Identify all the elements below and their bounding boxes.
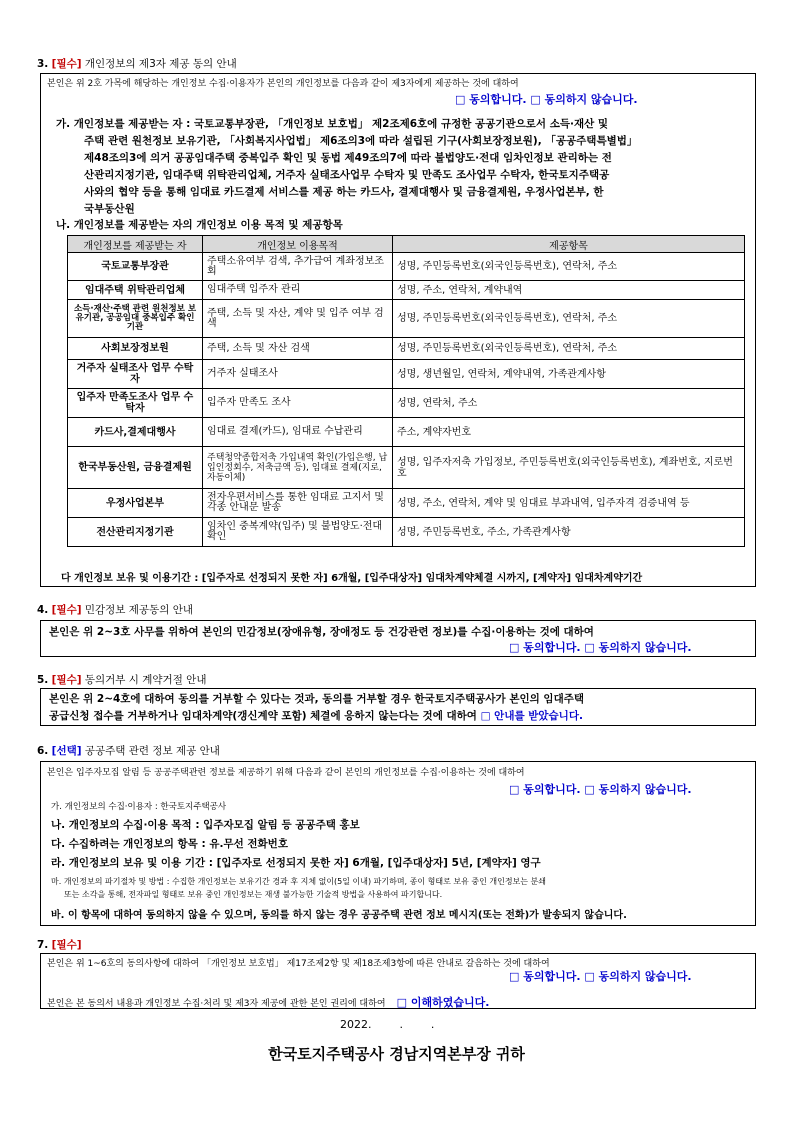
recipient-cell: 임대주택 위탁관리업체 xyxy=(68,281,203,300)
recipient-cell: 소득·재산·주택 관련 원천정보 보유기관, 공공임대 중복입주 확인기관 xyxy=(68,300,203,338)
section-heading: 개인정보의 제3자 제공 동의 안내 xyxy=(84,58,237,70)
section3-consent-checkboxes[interactable]: □ 동의합니다. □ 동의하지 않습니다. xyxy=(455,93,638,106)
section7-box xyxy=(40,953,756,1009)
section7-line2 xyxy=(47,991,489,1010)
provider-line: 국부동산원 xyxy=(84,203,135,215)
table-row xyxy=(68,447,745,489)
purpose-cell: 임차인 중복계약(입주) 및 불법양도·전대 확인 xyxy=(203,518,393,547)
purpose-cell: 거주자 실태조사 xyxy=(203,360,393,389)
items-cell: 성명, 주민등록번호(외국인등록번호), 연락처, 주소 xyxy=(393,300,745,338)
items-cell: 주소, 계약자번호 xyxy=(393,418,745,447)
table-row xyxy=(68,281,745,300)
retention-period: 다 개인정보 보유 및 이용기간 : [입주자로 선정되지 못한 자] 6개월, [입주대상자] 임대차계약체결 시까지, [계약자] 임대차계약기간 xyxy=(61,573,643,584)
section4-title xyxy=(37,602,193,617)
items-cell: 성명, 주소, 연락처, 계약내역 xyxy=(393,281,745,300)
section3-box xyxy=(40,73,756,587)
recipient-cell: 거주자 실태조사 업무 수탁자 xyxy=(68,360,203,389)
table-header-row xyxy=(68,236,745,253)
usage-subheading: 나. 개인정보를 제공받는 자의 개인정보 이용 목적 및 제공항목 xyxy=(56,219,343,231)
column-header: 개인정보를 제공받는 자 xyxy=(68,236,203,253)
date-field: 2022. . . xyxy=(340,1018,435,1031)
items-line: 다. 수집하려는 개인정보의 항목 : 유.무선 전화번호 xyxy=(51,838,288,850)
section6-title xyxy=(37,743,220,758)
purpose-cell: 임대료 결제(카드), 임대료 수납관리 xyxy=(203,418,393,447)
items-cell: 성명, 입주자저축 가입정보, 주민등록번호(외국인등록번호), 계좌번호, 지로번호 xyxy=(393,447,745,489)
section4-text: 본인은 위 2~3호 사무를 위하여 본인의 민감정보(장애유형, 장애정도 등 건강관련 정보)를 수집·이용하는 것에 대하여 xyxy=(49,626,594,638)
required-tag: [필수] xyxy=(51,604,82,616)
recipient-cell: 카드사,결제대행사 xyxy=(68,418,203,447)
purpose-cell: 주택소유여부 검색, 추가급여 계좌정보조회 xyxy=(203,253,393,281)
section-heading: 동의거부 시 계약거절 안내 xyxy=(84,674,207,686)
section3-title xyxy=(37,56,237,71)
table-row xyxy=(68,389,745,418)
section4-box xyxy=(40,620,756,657)
section7-text: 본인은 위 1~6호의 동의사항에 대하여 「개인정보 보호법」 제17조제2항 및 제18조제3항에 따른 안내로 갈음하는 것에 대하여 xyxy=(47,959,550,969)
recipient-cell: 입주자 만족도조사 업무 수탁자 xyxy=(68,389,203,418)
purpose-cell: 전자우편서비스를 통한 임대료 고지서 및 각종 안내문 발송 xyxy=(203,489,393,518)
table-row xyxy=(68,418,745,447)
items-cell: 성명, 주소, 연락처, 계약 및 임대료 부과내역, 입주자격 검증내역 등 xyxy=(393,489,745,518)
table-row xyxy=(68,300,745,338)
provider-line: 제48조의3에 의거 공공임대주택 중복입주 확인 및 동법 제49조의7에 따라 불법양도·전대 임차인정보 관리하는 전 xyxy=(84,152,612,164)
provider-list xyxy=(56,116,756,218)
disposal-line: 또는 소각을 통해, 전자파일 형태로 보유 중인 개인정보는 재생 불가능한 기술적 방법을 사용하여 파기합니다. xyxy=(64,890,443,899)
purpose-cell: 주택, 소득 및 자산 검색 xyxy=(203,338,393,360)
collector-line: 가. 개인정보의 수집·이용자 : 한국토지주택공사 xyxy=(51,802,227,812)
section7-understood-checkbox[interactable]: □ 이해하였습니다. xyxy=(396,996,490,1009)
purpose-cell: 입주자 만족도 조사 xyxy=(203,389,393,418)
purpose-cell: 주택, 소득 및 자산, 계약 및 입주 여부 검색 xyxy=(203,300,393,338)
section5-text: 공급신청 접수를 거부하거나 임대차계약(갱신계약 포함) 체결에 응하지 않는다는 것에 대하여 xyxy=(49,710,477,722)
table-row xyxy=(68,489,745,518)
recipient-cell: 우정사업본부 xyxy=(68,489,203,518)
addressee: 한국토지주택공사 경남지역본부장 귀하 xyxy=(268,1045,525,1063)
section3-intro: 본인은 위 2호 가목에 해당하는 개인정보 수집·이용자가 본인의 개인정보를 다음과 같이 제3자에게 제공하는 것에 대하여 xyxy=(47,79,519,89)
section4-consent-checkboxes[interactable]: □ 동의합니다. □ 동의하지 않습니다. xyxy=(509,641,692,654)
recipient-cell: 사회보장정보원 xyxy=(68,338,203,360)
column-header: 개인정보 이용목적 xyxy=(203,236,393,253)
section5-consent-checkbox[interactable]: □ 안내를 받았습니다. xyxy=(480,710,583,722)
provider-line: 사와의 협약 등을 통해 임대료 카드결제 서비스를 제공 하는 카드사, 결제대행사 및 금융결제원, 우정사업본부, 한 xyxy=(84,186,604,198)
section6-intro: 본인은 입주자모집 알림 등 공공주택관련 정보를 제공하기 위해 다음과 같이 본인의 개인정보를 수집·이용하는 것에 대하여 xyxy=(47,768,525,778)
section5-text-line: 본인은 위 2~4호에 대하여 동의를 거부할 수 있다는 것과, 동의를 거부할 경우 한국토지주택공사가 본인의 임대주택 xyxy=(49,693,585,705)
items-cell: 성명, 주민등록번호(외국인등록번호), 연락처, 주소 xyxy=(393,253,745,281)
purpose-cell: 주택청약종합저축 가입내역 확인(가입은행, 납입인정회수, 저축금액 등), 임대료 결제(지로,자동이체) xyxy=(203,447,393,489)
required-tag: [필수] xyxy=(51,939,82,951)
section5-box xyxy=(40,688,756,726)
section-number: 5. xyxy=(37,674,49,686)
provider-line: 가. 개인정보를 제공받는 자 : 국토교통부장관, 「개인정보 보호법」 제2조제6호에 규정한 공공기관으로서 소득·재산 및 xyxy=(56,118,609,130)
items-cell: 성명, 생년월일, 연락처, 계약내역, 가족관계사항 xyxy=(393,360,745,389)
disposal-line: 마. 개인정보의 파기절차 및 방법 : 수집한 개인정보는 보유기간 경과 후 지체 없이(5일 이내) 파기하며, 종이 형태로 보유 중인 개인정보는 분쇄 xyxy=(51,877,547,886)
table-row xyxy=(68,338,745,360)
optional-tag: [선택] xyxy=(51,745,82,757)
column-header: 제공항목 xyxy=(393,236,745,253)
refusal-notice: 바. 이 항목에 대하여 동의하지 않을 수 있으며, 동의를 하지 않는 경우 공공주택 관련 정보 메시지(또는 전화)가 발송되지 않습니다. xyxy=(51,910,627,921)
provider-line: 주택 관련 원천정보 보유기관, 「사회복지사업법」 제6조의3에 따라 설립된 기구(사회보장정보원), 「공공주택특별법」 xyxy=(84,135,638,147)
recipient-cell: 국토교통부장관 xyxy=(68,253,203,281)
purpose-cell: 임대주택 입주자 관리 xyxy=(203,281,393,300)
section-heading: 공공주택 관련 정보 제공 안내 xyxy=(84,745,220,757)
section-number: 3. xyxy=(37,58,49,70)
table-row xyxy=(68,518,745,547)
section6-box xyxy=(40,761,756,926)
items-cell: 성명, 연락처, 주소 xyxy=(393,389,745,418)
usage-table xyxy=(67,235,745,547)
table-row xyxy=(68,253,745,281)
required-tag: [필수] xyxy=(51,674,82,686)
section5-title xyxy=(37,672,206,687)
section7-consent-checkboxes[interactable]: □ 동의합니다. □ 동의하지 않습니다. xyxy=(509,970,692,983)
items-cell: 성명, 주민등록번호, 주소, 가족관계사항 xyxy=(393,518,745,547)
section7-text: 본인은 본 동의서 내용과 개인정보 수집·처리 및 제3자 제공에 관한 본인 권리에 대하여 xyxy=(47,999,386,1009)
recipient-cell: 전산관리지정기관 xyxy=(68,518,203,547)
section-number: 6. xyxy=(37,745,49,757)
required-tag: [필수] xyxy=(51,58,82,70)
recipient-cell: 한국부동산원, 금융결제원 xyxy=(68,447,203,489)
table-row xyxy=(68,360,745,389)
section7-title xyxy=(37,937,82,952)
section6-consent-checkboxes[interactable]: □ 동의합니다. □ 동의하지 않습니다. xyxy=(509,783,692,796)
provider-line: 산관리지정기관, 임대주택 위탁관리업체, 거주자 실태조사업무 수탁자 및 만족도 조사업무 수탁자, 한국토지주택공 xyxy=(84,169,610,181)
section-heading: 민감정보 제공동의 안내 xyxy=(84,604,193,616)
section-number: 7. xyxy=(37,939,49,951)
section-number: 4. xyxy=(37,604,49,616)
purpose-line: 나. 개인정보의 수집·이용 목적 : 입주자모집 알림 등 공공주택 홍보 xyxy=(51,819,360,831)
section5-text-line2 xyxy=(49,708,583,723)
retention-line: 라. 개인정보의 보유 및 이용 기간 : [입주자로 선정되지 못한 자] 6개월, [입주대상자] 5년, [계약자] 영구 xyxy=(51,857,541,869)
items-cell: 성명, 주민등록번호(외국인등록번호), 연락처, 주소 xyxy=(393,338,745,360)
